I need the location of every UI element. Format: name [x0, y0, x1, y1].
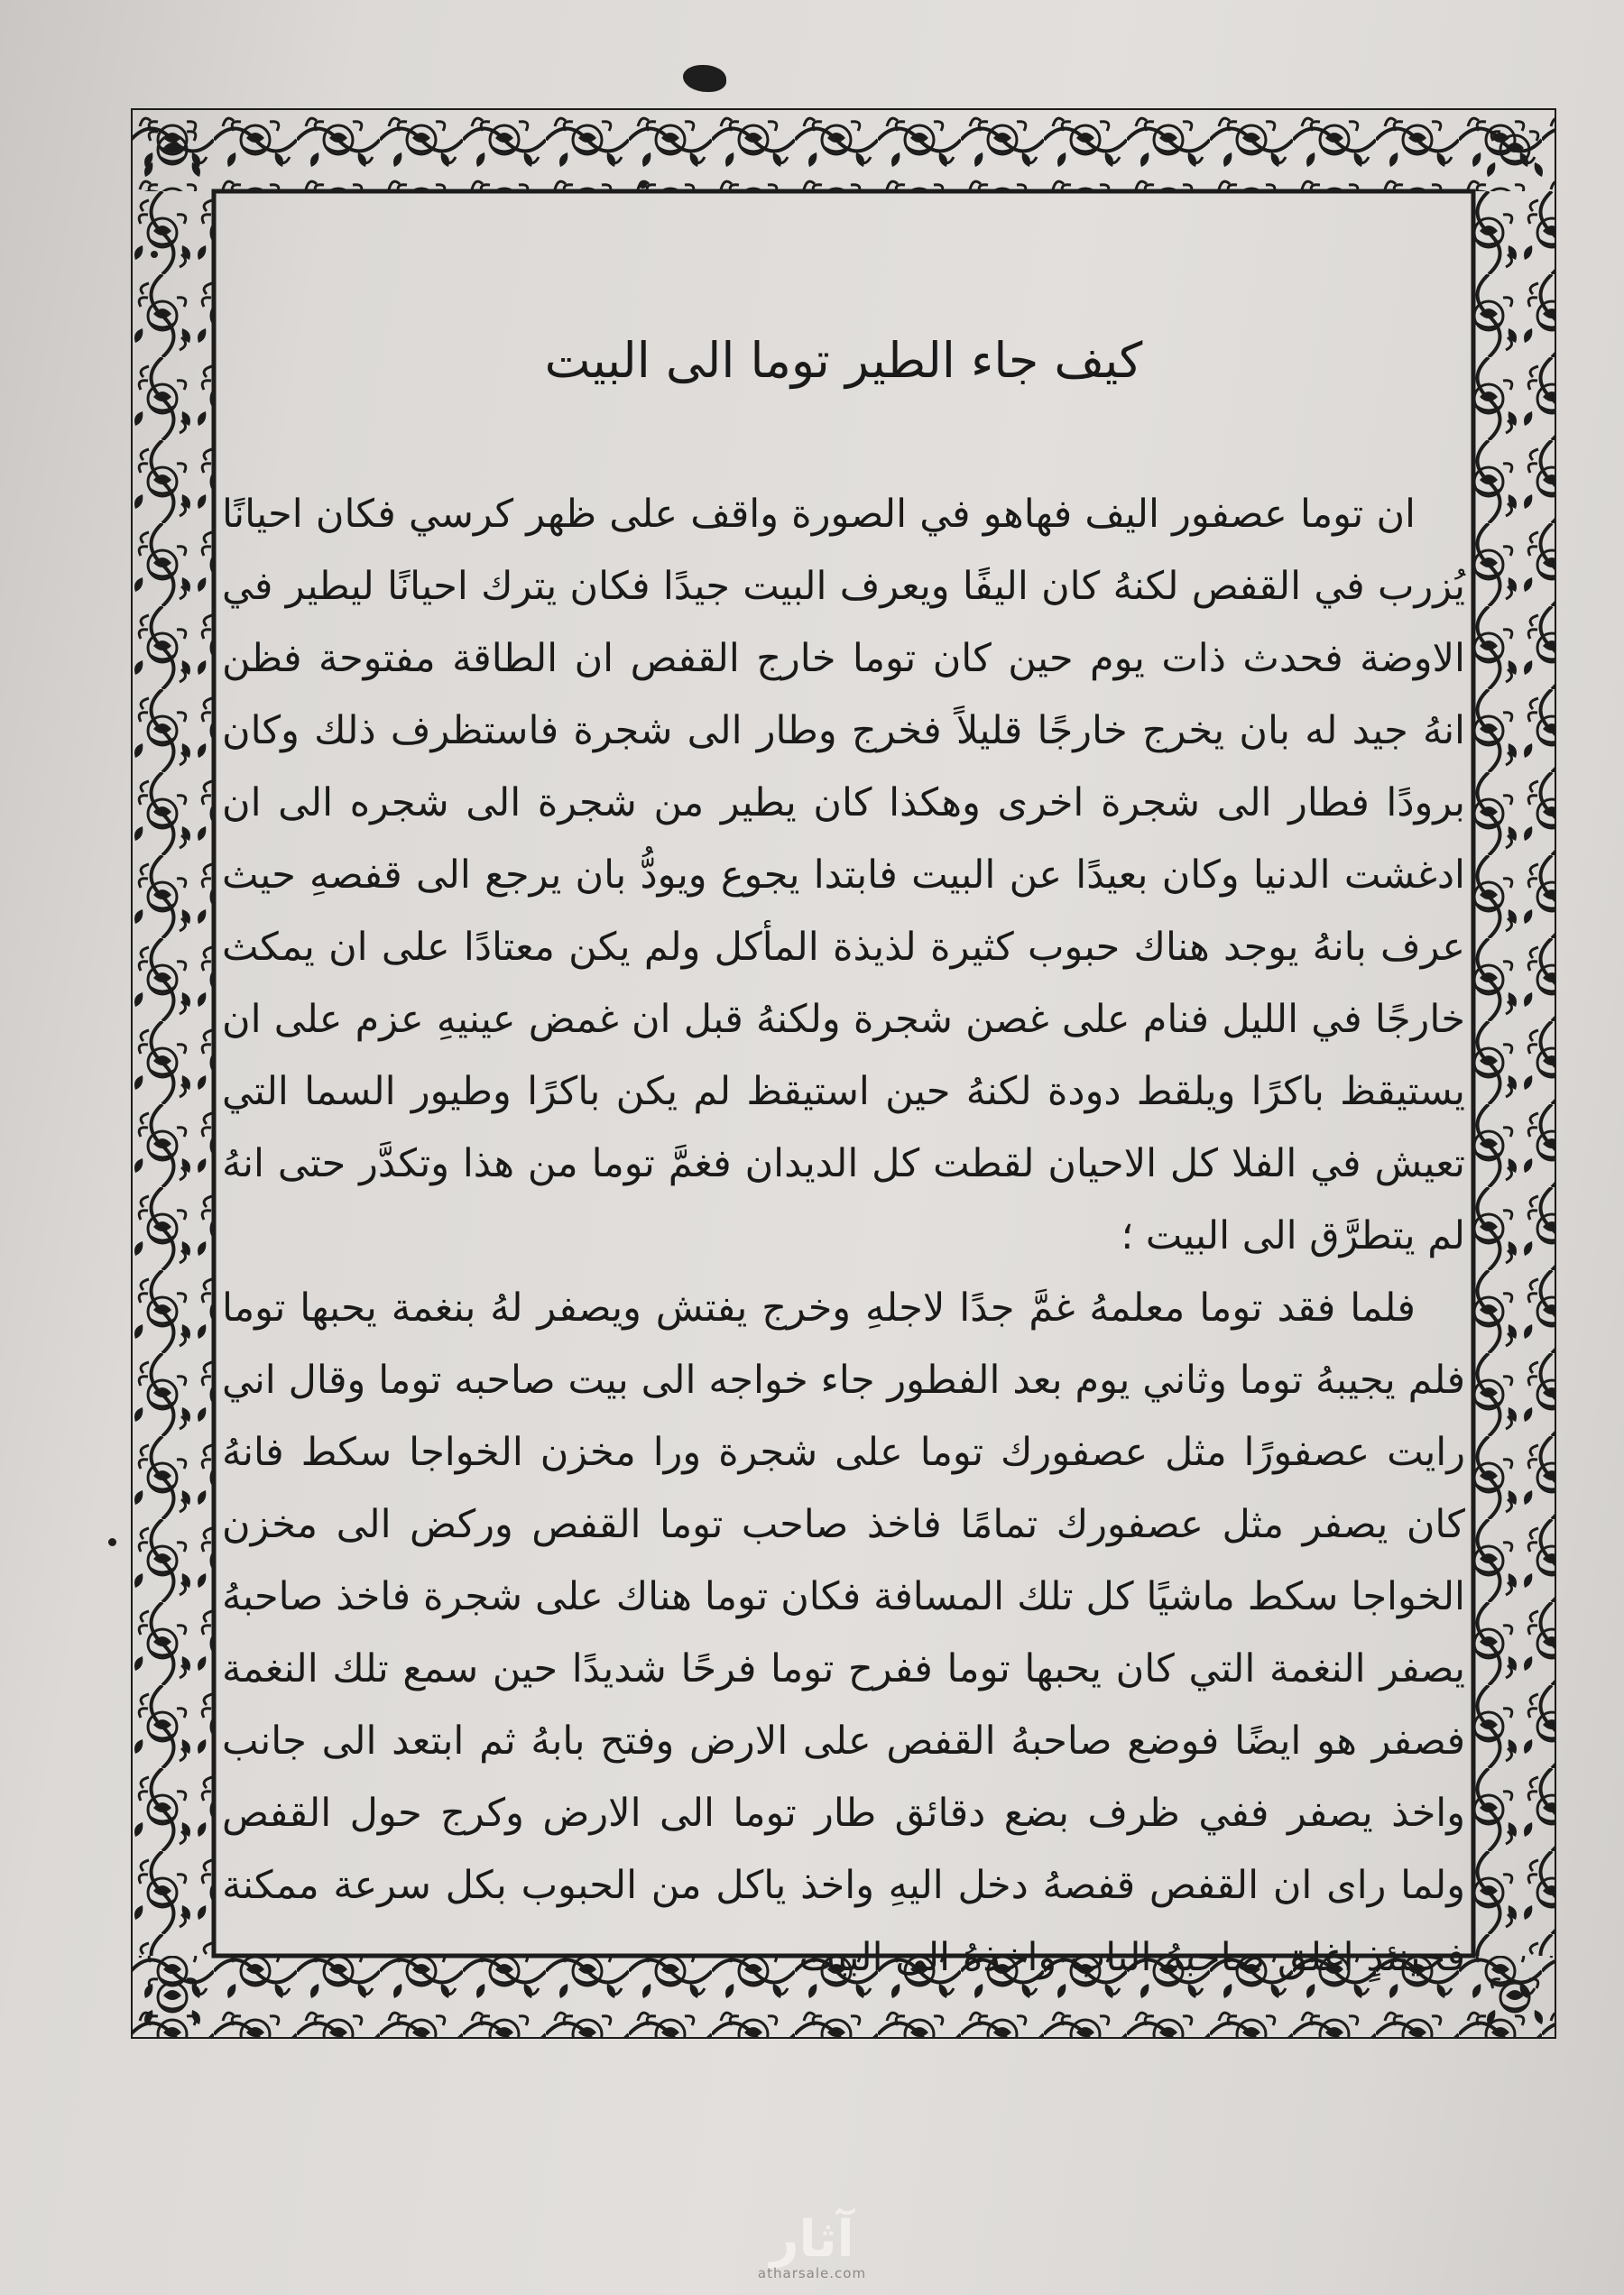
body-text: [217, 478, 1471, 1994]
ink-spot: [108, 1538, 116, 1546]
paragraph: ان توما عصفور اليف فهاهو في الصورة واقف على ظهر كرسي فكان احيانًا يُزرب في القفص لكنهُ كان اليفًا ويعرف البيت جيدًا فكان يترك احيانًا ليطير في الاوضة فحدث ذات يوم حين كان توما خارج القفص ان الطاقة مفتوحة فظن انهُ جيد له بان يخرج خارجًا قليلاً فخرج وطار الى شجرة فاستظرف ذلك وكان برودًا فطار الى شجرة اخرى وهكذا كان يطير من شجرة الى شجره الى ان ادغشت الدنيا وكان بعيدًا عن البيت فابتدا يجوع ويودُّ بان يرجع الى قفصهِ حيث عرف بانهُ يوجد هناك حبوب كثيرة لذيذة المأكل ولم يكن معتادًا على ان يمكث خارجًا في الليل فنام على غصن شجرة ولكنهُ قبل ان غمض عينيهِ عزم على ان يستيقظ باكرًا ويلقط دودة لكنهُ حين استيقظ لم يكن باكرًا وطيور السما التي تعيش في الفلا كل الاحيان لقطت كل الديدان فغمَّ توما من هذا وتكدَّر حتى انهُ لم يتطرَّق الى البيت ؛: [222, 492, 1465, 1258]
text-area: [217, 194, 1471, 1980]
ornamental-frame: [131, 108, 1556, 2039]
paragraph: فلما فقد توما معلمهُ غمَّ جدًا لاجلهِ وخرج يفتش ويصفر لهُ بنغمة يحبها توما فلم يجيبهُ توما وثاني يوم بعد الفطور جاء خواجه الى بيت صاحبه توما وقال اني رايت عصفورًا مثل عصفورك توما على شجرة ورا مخزن الخواجا سكط فانهُ كان يصفر مثل عصفورك تمامًا فاخذ صاحب توما القفص وركض الى مخزن الخواجا سكط ماشيًا كل تلك المسافة فكان توما هناك على شجرة فاخذ صاحبهُ يصفر النغمة التي كان يحبها توما ففرح توما فرحًا شديدًا حين سمع تلك النغمة فصفر هو ايضًا فوضع صاحبهُ القفص على الارض وفتح بابهُ ثم ابتعد الى جانب واخذ يصفر ففي ظرف بضع دقائق طار توما الى الارض وكرج حول القفص ولما راى ان القفص قفصهُ دخل اليهِ واخذ ياكل من الحبوب بكل سرعة ممكنة فحينئذٍ اغلق صاحبهُ الباب واخذهُ الى البيت: [222, 1286, 1465, 1980]
watermark-url: atharsale.com: [757, 2265, 867, 2281]
watermark: [686, 2210, 938, 2287]
page-title: كيف جاء الطير توما الى البيت: [544, 332, 1143, 389]
watermark-logo: آثار: [770, 2210, 854, 2269]
